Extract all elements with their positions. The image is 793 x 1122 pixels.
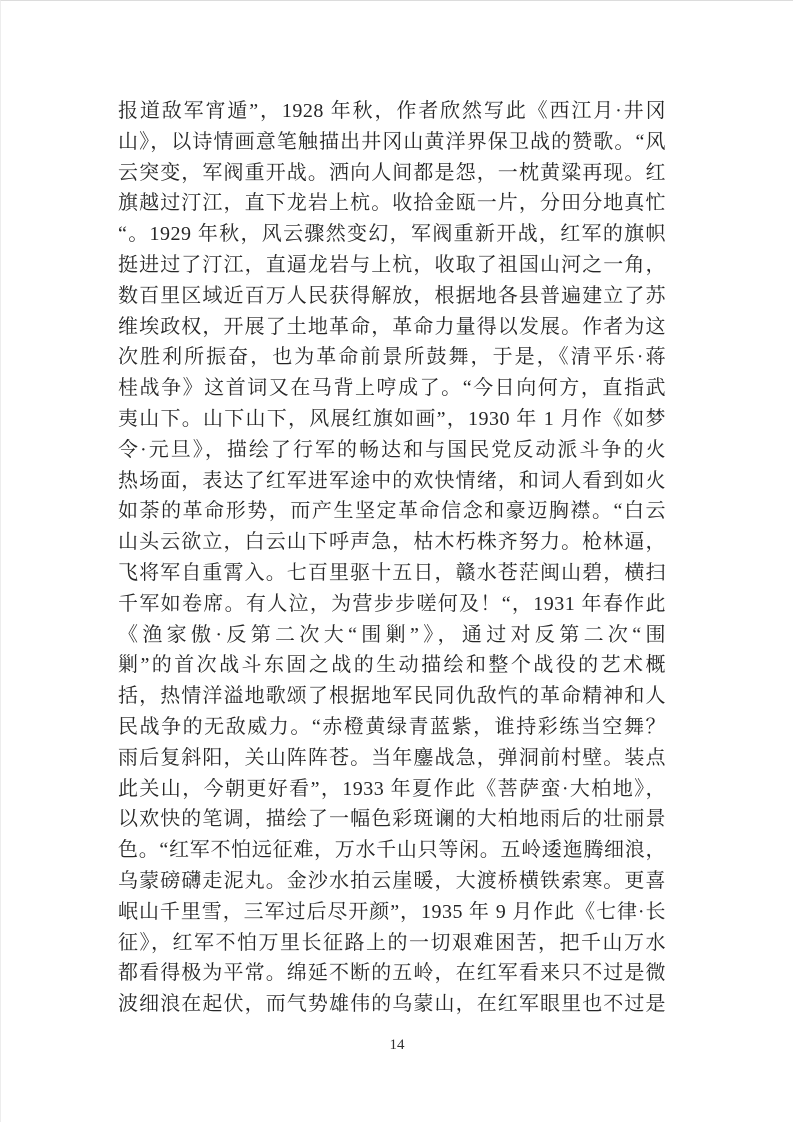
text-line: 雨后复斜阳，关山阵阵苍。当年鏖战急，弹洞前村壁。装点 <box>118 746 666 769</box>
text-line: 桂战争》这首词又在马背上哼成了。“今日向何方，直指武 <box>118 377 666 400</box>
text-line: 云突变，军阀重开战。洒向人间都是怨，一枕黄粱再现。红 <box>118 161 666 184</box>
text-line: “。1929 年秋，风云骤然变幻，军阀重新开战，红军的旗帜 <box>118 223 666 246</box>
text-line: 数百里区域近百万人民获得解放，根据地各县普遍建立了苏 <box>118 284 666 307</box>
text-line: 波细浪在起伏，而气势雄伟的乌蒙山，在红军眼里也不过是 <box>118 993 666 1016</box>
text-line: 色。“红军不怕远征难，万水千山只等闲。五岭逶迤腾细浪， <box>118 839 666 862</box>
text-line: 乌蒙磅礴走泥丸。金沙水拍云崖暖，大渡桥横铁索寒。更喜 <box>118 869 666 892</box>
text-line: 旗越过汀江，直下龙岩上杭。收拾金瓯一片，分田分地真忙 <box>118 192 666 215</box>
text-line: 《渔家傲·反第二次大“围剿”》，通过对反第二次“围 <box>118 623 666 646</box>
text-line: 报道敌军宵遁”，1928 年秋，作者欣然写此《西江月·井冈 <box>118 100 666 122</box>
text-line: 此关山，今朝更好看”，1933 年夏作此《菩萨蛮·大柏地》， <box>118 777 666 800</box>
text-line: 括，热情洋溢地歌颂了根据地军民同仇敌忾的革命精神和人 <box>118 685 666 708</box>
text-line: 民战争的无敌威力。“赤橙黄绿青蓝紫，谁持彩练当空舞？ <box>118 715 666 738</box>
text-line: 都看得极为平常。绵延不断的五岭，在红军看来只不过是微 <box>118 962 666 985</box>
text-line: 次胜利所振奋，也为革命前景所鼓舞，于是，《清平乐·蒋 <box>118 346 666 369</box>
text-line: 以欢快的笔调，描绘了一幅色彩斑谰的大柏地雨后的壮丽景 <box>118 808 666 831</box>
text-line: 征》，红军不怕万里长征路上的一切艰难困苦，把千山万水 <box>118 931 666 954</box>
body-text <box>118 96 666 1020</box>
page-number: 14 <box>389 1037 405 1053</box>
text-line: 令·元旦》，描绘了行军的畅达和与国民党反动派斗争的火 <box>118 438 666 461</box>
text-line: 岷山千里雪，三军过后尽开颜”，1935 年 9 月作此《七律·长 <box>118 900 666 923</box>
text-line: 夷山下。山下山下，风展红旗如画”，1930 年 1 月作《如梦 <box>118 407 666 430</box>
text-line: 千军如卷席。有人泣，为营步步嗟何及！“，1931 年春作此 <box>118 592 666 615</box>
text-line: 剿”的首次战斗东固之战的生动描绘和整个战役的艺术概 <box>118 654 666 677</box>
text-line: 飞将军自重霄入。七百里驱十五日，赣水苍茫闽山碧，横扫 <box>118 561 666 584</box>
text-line: 如荼的革命形势，而产生坚定革命信念和豪迈胸襟。“白云 <box>118 500 666 523</box>
text-line: 热场面，表达了红军进军途中的欢快情绪，和词人看到如火 <box>118 469 666 492</box>
text-line: 维埃政权，开展了土地革命，革命力量得以发展。作者为这 <box>118 315 666 338</box>
text-line: 山头云欲立，白云山下呼声急，枯木朽株齐努力。枪林逼， <box>118 531 666 554</box>
text-line: 山》，以诗情画意笔触描出井冈山黄洋界保卫战的赞歌。“风 <box>118 130 666 153</box>
text-line: 挺进过了汀江，直逼龙岩与上杭，收取了祖国山河之一角， <box>118 253 666 276</box>
